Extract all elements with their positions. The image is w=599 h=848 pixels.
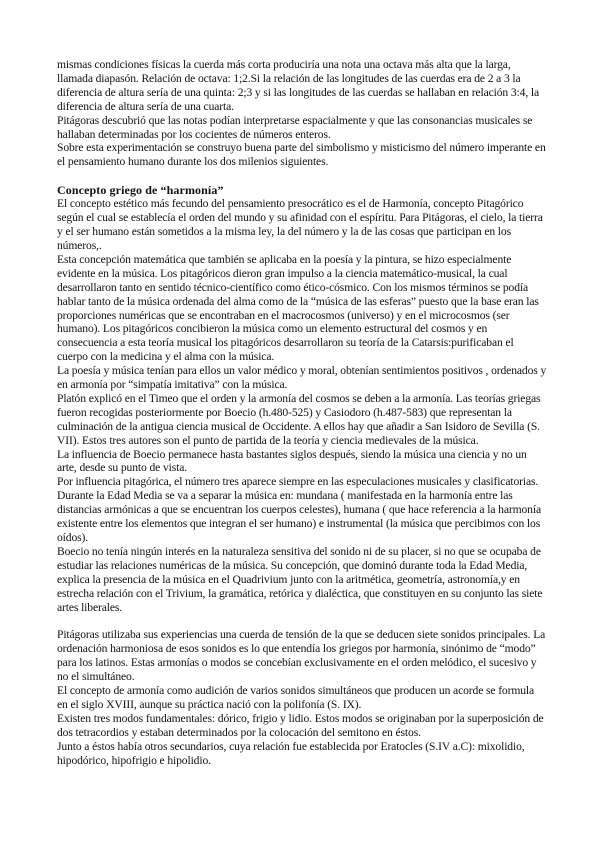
final-paragraph-1: Pitágoras utilizaba sus experiencias una cuerda de tensión de la que se deducen siete sonidos principales. La ordenación harmoniosa de esos sonidos es lo que entendía los griegos por harmonía, sinónimo de “modo” para los latinos. Estas armonías o modos se concebían exclusivamente en el orden melódico, el sucesivo y no el simultáneo. — [57, 628, 546, 684]
section-paragraph-7: Boecio no tenía ningún interés en la naturaleza sensitiva del sonido ni de su placer, si no que se ocupaba de estudiar las relaciones numéricas de la música. Su concepción, que dominó durante toda la Edad Media, explica la presencia de la música en el Quadrivium junto con la aritmética, geometría, astronomía,y en estrecha relación con el Trivium, la gramática, retórica y dialéctica, que constituyen en su conjunto las siete artes liberales. — [57, 544, 543, 614]
section-paragraph-2: Esta concepción matemática que también se aplicaba en la poesía y la pintura, se hizo especialmente evidente en la música. Los pitagóricos dieron gran impulso a la ciencia matemático-musical, la cual desarrollaron tanto en sentido técnico-científico como ético-cósmico. Con los mismos términos se podía hablar tanto de la música ordenada del alma como de la “música de las esferas” puesto que la base eran las proporciones numéricas que se encontraban en el macrocosmos (universo) y en el microcosmos (ser humano). Los pitagóricos concibieron la música como un elemento estructural del cosmos y en consecuencia a esta teoría musical los pitagóricos desarrollaron su teoría de la Catarsis:purificaban el cuerpo con la medicina y el alma con la música. — [57, 252, 539, 364]
final-paragraph-2: El concepto de armonía como audición de varios sonidos simultáneos que producen un acorde se formula en el siglo XVIII, aunque su práctica nació con la polifonía (S. IX). — [57, 684, 535, 711]
intro-paragraph-3: Sobre esta experimentación se construyo buena parte del simbolismo y misticismo del número imperante en el pensamiento humano durante los dos milenios siguientes. — [57, 141, 546, 169]
intro-paragraph-2: Pitágoras descubrió que las notas podían interpretarse espacialmente y que las consonancias musicales se hallaban determinadas por los cocientes de números enteros. — [57, 113, 533, 141]
section-heading: Concepto griego de “harmonía” — [57, 183, 224, 198]
section-paragraph-5: La influencia de Boecio permanece hasta bastantes siglos después, siendo la música una ciencia y no un arte, desde su punto de vista. — [57, 447, 527, 475]
section-paragraph-6: Por influencia pitagórica, el número tres aparece siempre en las especulaciones musicales y clasificatorias. Durante la Edad Media se va a separar la música en: mundana ( manifestada en la harmonía entre las distancias armónicas a que se encuentran los cuerpos celestes), humana ( que hace referencia a la harmonía existente entre los elementos que integran el ser humano) e instrumental (la música que percibimos con los oídos). — [57, 475, 541, 544]
section-paragraph-4: Platón explicó en el Timeo que el orden y la armonía del cosmos se deben a la armonía. Las teorías griegas fueron recogidas posteriormente por Boecio (h.480-525) y Casiodoro (h.487-583) que representan la culminación de la antigua ciencia musical de Occidente. A ellos hay que añadir a San Isidoro de Sevilla (S. VII). Estos tres autores son el punto de partida de la teoría y ciencia medievales de la música. — [57, 391, 541, 447]
paragraph-spacer — [57, 169, 547, 183]
section-paragraph-1: El concepto estético más fecundo del pensamiento presocrático es el de Harmonía, concepto Pitagórico según el cual se establecía el orden del mundo y su afinidad con el espíritu. Para Pitágoras, el cielo, la tierra y el ser humano están sometidos a la misma ley, la del número y la de las cosas que participan en los números,. — [57, 197, 543, 252]
final-paragraph-3: Existen tres modos fundamentales: dórico, frigio y lidio. Estos modos se originaban por la superposición de dos tetracordios y estaban determinados por la colocación del semitono en éstos. — [57, 711, 544, 739]
section-paragraph-3: La poesía y música tenían para ellos un valor médico y moral, obtenían sentimientos positivos , ordenados y en armonía por “simpatía imitativa” con la música. — [57, 364, 547, 392]
document-body — [57, 58, 547, 768]
paragraph-spacer — [57, 614, 547, 628]
intro-paragraph-1: mismas condiciones físicas la cuerda más corta produciría una nota una octava más alta que la larga, llamada diapasón. Relación de octava: 1;2.Si la relación de las longitudes de las cuerdas era de 2 a 3 la diferencia de altura sería de una quinta: 2;3 y si las longitudes de las cuerdas se hallaban en relación 3:4, la diferencia de altura sería de una cuarta. — [57, 58, 540, 113]
final-paragraph-4: Junto a éstos había otros secundarios, cuya relación fue establecida por Eratocles (S.IV a.C): mixolidio, hipodórico, hipofrigio e hipolidio. — [57, 739, 525, 767]
